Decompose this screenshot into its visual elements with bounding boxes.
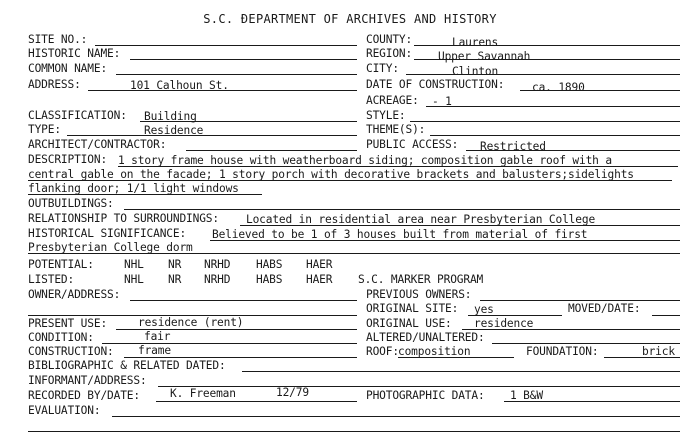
public-access-label: PUBLIC ACCESS:	[366, 138, 459, 151]
relationship-line	[240, 225, 680, 226]
style-line	[410, 121, 680, 122]
potential-nr: NR	[168, 258, 182, 271]
description-line-2: central gable on the facade; 1 story porch with decorative brackets and balusters;sidelights	[28, 168, 634, 181]
moved-date-line	[652, 315, 680, 316]
condition-label: CONDITION:	[28, 331, 94, 344]
outbuildings-label: OUTBUILDINGS:	[28, 197, 114, 210]
relationship-value: Located in residential area near Presbyterian College	[246, 213, 596, 226]
altered-line	[492, 343, 680, 344]
evaluation-line-2	[28, 431, 680, 432]
listed-nhl: NHL	[124, 273, 144, 286]
original-site-value: yes	[474, 303, 494, 316]
roof-label: ROOF:	[366, 345, 399, 358]
relationship-label: RELATIONSHIP TO SURROUNDINGS:	[28, 212, 219, 225]
themes-line	[430, 135, 680, 136]
outbuildings-line	[124, 209, 680, 210]
recorded-by-label: RECORDED BY/DATE:	[28, 389, 140, 402]
construction-value: frame	[138, 344, 171, 357]
county-value: Laurens	[452, 36, 499, 49]
historical-significance-underline-2	[28, 253, 680, 254]
photographic-label: PHOTOGRAPHIC DATA:	[366, 389, 485, 402]
historical-significance-label: HISTORICAL SIGNIFICANCE:	[28, 227, 187, 240]
potential-label: POTENTIAL:	[28, 258, 94, 271]
form-title: S.C. ĐEPARTMENT OF ARCHIVES AND HISTORY	[203, 12, 497, 26]
listed-habs: HABS	[256, 273, 283, 286]
moved-date-label: MOVED/DATE:	[568, 302, 641, 315]
potential-habs: HABS	[256, 258, 283, 271]
listed-label: LISTED:	[28, 273, 75, 286]
site-no-line	[95, 45, 357, 46]
style-label: STYLE:	[366, 109, 406, 122]
sc-marker-label: S.C. MARKER PROGRAM	[358, 273, 484, 286]
city-label: CITY:	[366, 62, 399, 75]
historic-name-label: HISTORIC NAME:	[28, 47, 121, 60]
city-line	[406, 74, 680, 75]
description-underline-1	[118, 166, 678, 167]
foundation-value: brick	[642, 345, 675, 358]
county-label: COUNTY:	[366, 33, 413, 46]
condition-value: fair	[144, 330, 171, 343]
common-name-line	[116, 74, 357, 75]
potential-nhl: NHL	[124, 258, 144, 271]
description-underline-2	[28, 180, 672, 181]
listed-nr: NR	[168, 273, 182, 286]
themes-label: THEME(S):	[366, 123, 426, 136]
classification-value: Building	[144, 110, 197, 123]
evaluation-line	[112, 416, 680, 417]
previous-owners-line	[480, 300, 680, 301]
potential-nrhd: NRHD	[204, 258, 231, 271]
historical-significance-line-2: Presbyterian College dorm	[28, 241, 193, 254]
acreage-label: ACREAGE:	[366, 94, 419, 107]
type-line	[67, 135, 357, 136]
type-label: TYPE:	[28, 123, 61, 136]
date-of-construction-value: ca. 1890	[532, 81, 585, 94]
common-name-label: COMMON NAME:	[28, 62, 108, 75]
historic-name-line	[130, 59, 357, 60]
public-access-value: Restricted	[480, 140, 546, 153]
address-value: 101 Calhoun St.	[130, 79, 229, 92]
informant-label: INFORMANT/ADDRESS:	[28, 374, 147, 387]
classification-label: CLASSIFICATION:	[28, 109, 127, 122]
construction-line	[124, 357, 357, 358]
roof-line	[398, 357, 514, 358]
type-value: Residence	[144, 124, 204, 137]
site-no-label: SITE NO.:	[28, 33, 88, 46]
foundation-label: FOUNDATION:	[526, 345, 599, 358]
region-label: REGION:	[366, 47, 413, 60]
construction-label: CONSTRUCTION:	[28, 345, 114, 358]
architect-label: ARCHITECT/CONTRACTOR:	[28, 138, 167, 151]
bibliographic-label: BIBLIOGRAPHIC & RELATED DATED:	[28, 359, 226, 372]
altered-label: ALTERED/UNALTERED:	[366, 331, 485, 344]
informant-line	[158, 386, 680, 387]
recorded-date-value: 12/79	[276, 386, 309, 399]
listed-nrhd: NRHD	[204, 273, 231, 286]
photographic-value: 1 B&W	[510, 389, 543, 402]
architect-line	[186, 150, 357, 151]
original-use-label: ORIGINAL USE:	[366, 317, 452, 330]
date-of-construction-label: DATE OF CONSTRUCTION:	[366, 78, 505, 91]
address-label: ADDRESS:	[28, 78, 81, 91]
description-label: DESCRIPTION:	[28, 153, 108, 166]
present-use-value: residence (rent)	[138, 316, 244, 329]
bibliographic-line	[242, 371, 680, 372]
original-use-value: residence	[474, 317, 534, 330]
region-value: Upper Savannah	[438, 50, 531, 63]
recorded-by-value: K. Freeman	[170, 387, 236, 400]
historical-significance-line-1: Believed to be 1 of 3 houses built from material of first	[212, 228, 588, 241]
potential-haer: HAER	[306, 258, 333, 271]
owner-address-line	[130, 300, 357, 301]
evaluation-label: EVALUATION:	[28, 404, 101, 417]
description-line-3: flanking door; 1/1 light windows	[28, 182, 239, 195]
original-site-label: ORIGINAL SITE:	[366, 302, 459, 315]
listed-haer: HAER	[306, 273, 333, 286]
description-line-1: 1 story frame house with weatherboard siding; composition gable roof with a	[118, 154, 612, 167]
previous-owners-label: PREVIOUS OWNERS:	[366, 288, 472, 301]
historical-significance-underline-1	[210, 240, 680, 241]
acreage-value: - 1	[432, 95, 452, 108]
city-value: Clinton	[452, 65, 499, 78]
recorded-by-line	[156, 401, 357, 402]
roof-value: composition	[398, 345, 471, 358]
owner-address-label: OWNER/ADDRESS:	[28, 288, 121, 301]
acreage-line	[426, 106, 680, 107]
present-use-label: PRESENT USE:	[28, 317, 108, 330]
description-underline-3	[28, 194, 262, 195]
